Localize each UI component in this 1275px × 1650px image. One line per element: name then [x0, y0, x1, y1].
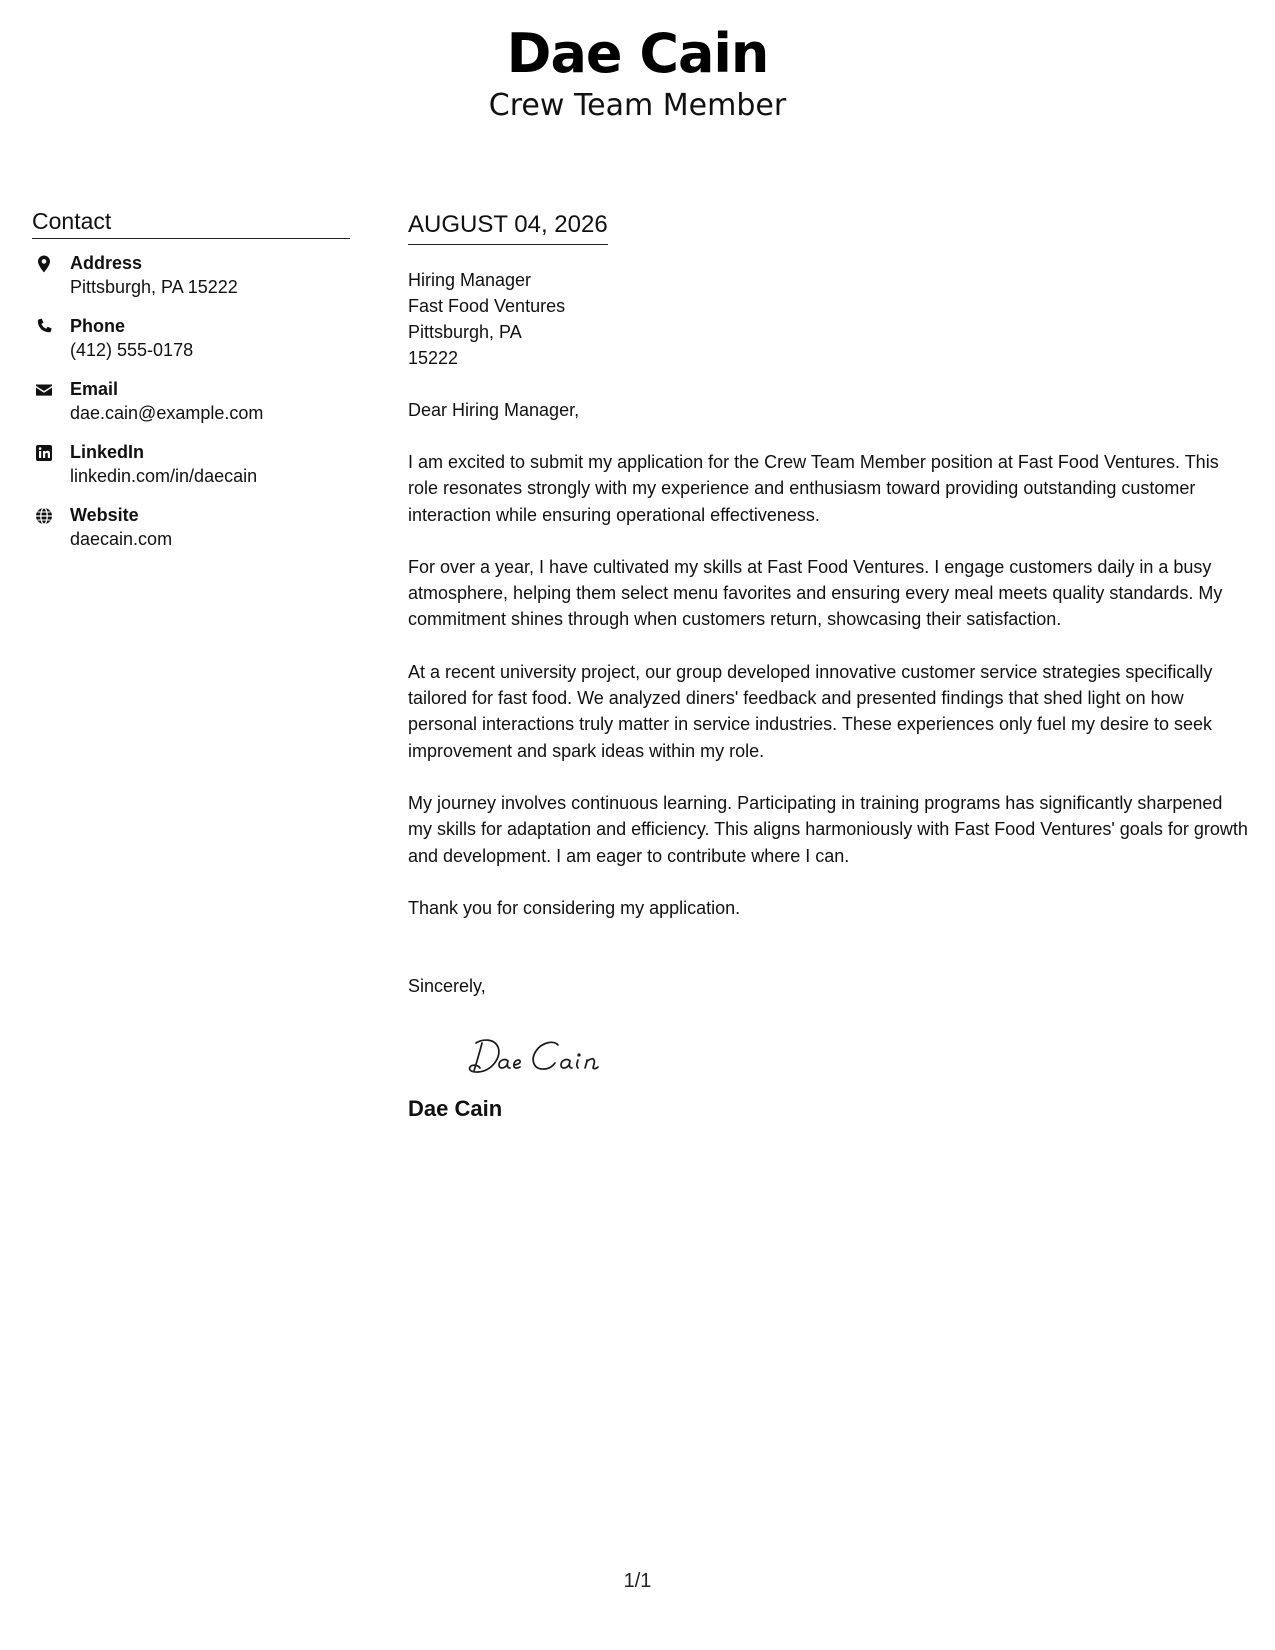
body-paragraph: Thank you for considering my application.	[408, 897, 741, 918]
page-number: 1/1	[623, 1570, 652, 1592]
body-paragraph: At a recent university project, our group developed innovative customer service strategies specifically tailored for fast food. We analyzed diners' feedback and presented findings that shed light on how personal interactions truly matter in service industries. These experiences only fuel my desire to seek improvement and spark ideas within my role.	[408, 661, 1213, 761]
contact-item-address	[32, 251, 350, 314]
envelope-icon	[34, 380, 54, 400]
address-value: Pittsburgh, PA 15222	[70, 277, 238, 297]
linkedin-icon	[34, 443, 54, 463]
contact-sidebar	[32, 206, 350, 566]
contact-label: Email	[70, 379, 119, 399]
recipient-block	[408, 267, 1248, 371]
page-header	[0, 20, 1275, 124]
contact-item-linkedin	[32, 440, 350, 503]
body-paragraph: My journey involves continuous learning. Participating in training programs has significantly sharpened my skills for adaptation and efficiency. This aligns harmoniously with Fast Food Ventures' goals for growth and development. I am eager to contribute where I can.	[408, 792, 1248, 866]
signature-image	[462, 1029, 632, 1085]
signer-name: Dae Cain	[408, 1096, 503, 1122]
globe-icon	[34, 506, 54, 526]
contact-item-phone	[32, 314, 350, 377]
body-paragraph: I am excited to submit my application for the Crew Team Member position at Fast Food Ventures. This role resonates strongly with my experience and enthusiasm toward providing outstanding customer interaction while ensuring operational effectiveness.	[408, 452, 1219, 525]
contact-heading: Contact	[32, 206, 350, 239]
body-paragraph: For over a year, I have cultivated my skills at Fast Food Ventures. I engage customers daily in a busy atmosphere, helping them select menu favorites and ensuring every meal meets quality standards. My commitment shines through when customers return, showcasing their satisfaction.	[408, 556, 1223, 630]
job-title: Crew Team Member	[488, 88, 787, 123]
contact-label: Address	[70, 253, 143, 273]
contact-item-website	[32, 503, 350, 566]
linkedin-value[interactable]: linkedin.com/in/daecain	[70, 466, 258, 486]
recipient-line: Pittsburgh, PA	[408, 322, 522, 342]
letter-body	[408, 210, 1248, 1123]
contact-label: Phone	[70, 316, 126, 336]
phone-icon	[34, 317, 54, 337]
website-value[interactable]: daecain.com	[70, 529, 173, 549]
recipient-line: Hiring Manager	[408, 270, 532, 290]
recipient-line: 15222	[408, 348, 459, 368]
greeting: Dear Hiring Manager,	[408, 400, 580, 420]
contact-item-email	[32, 377, 350, 440]
letter-date: AUGUST 04, 2026	[408, 210, 608, 245]
closing: Sincerely,	[408, 976, 486, 997]
phone-value[interactable]: (412) 555-0178	[70, 340, 194, 360]
applicant-name: Dae Cain	[506, 22, 769, 85]
contact-label: LinkedIn	[70, 442, 145, 462]
contact-label: Website	[70, 505, 139, 525]
map-pin-icon	[34, 254, 54, 274]
recipient-line: Fast Food Ventures	[408, 296, 566, 316]
email-value[interactable]: dae.cain@example.com	[70, 403, 264, 423]
contact-list	[32, 251, 350, 566]
